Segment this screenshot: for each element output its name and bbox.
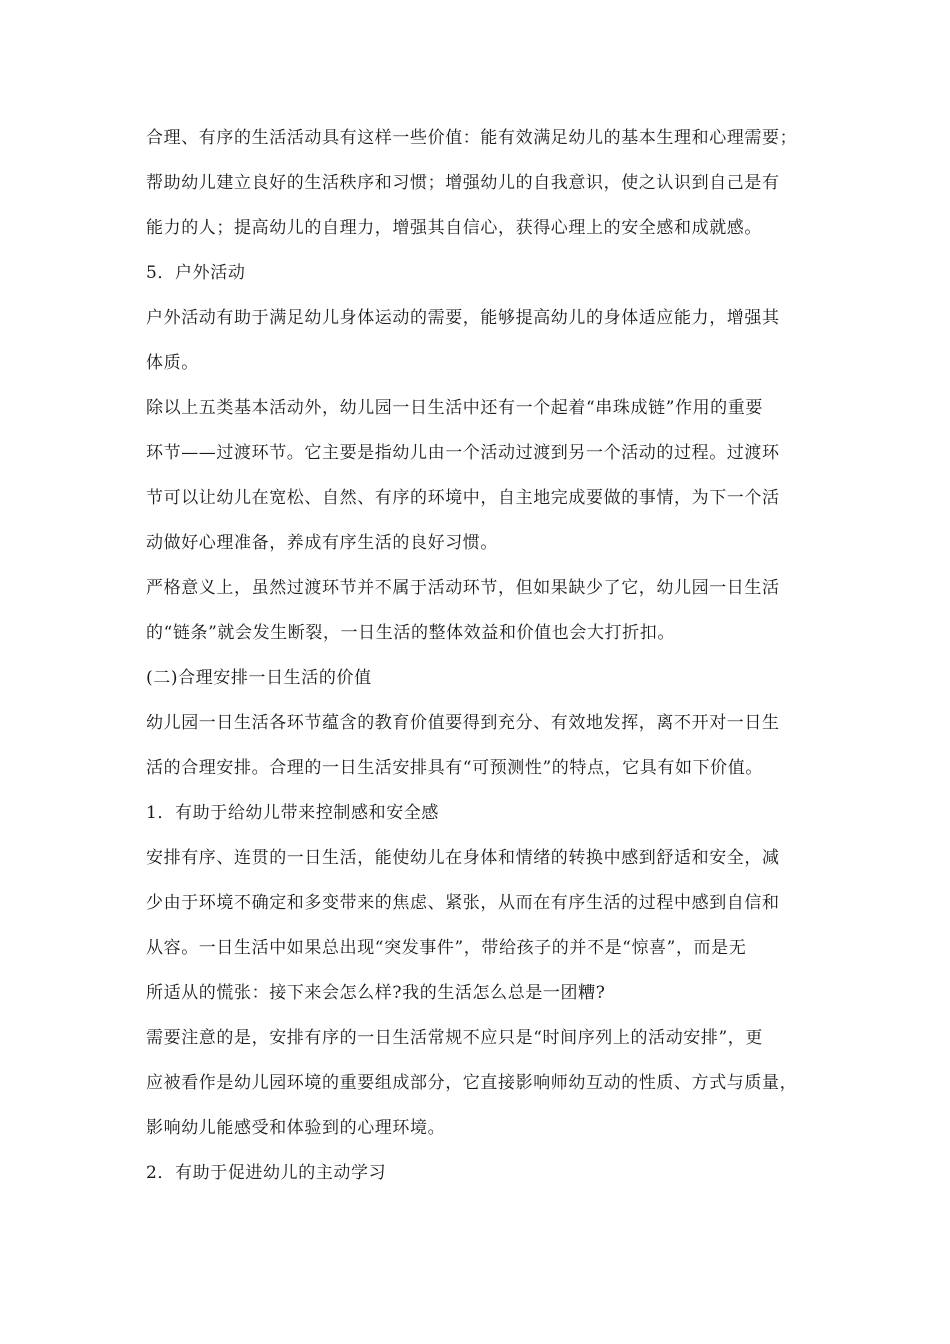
paragraph-line: 体质。 <box>146 353 199 373</box>
paragraph-line: 需要注意的是，安排有序的一日生活常规不应只是“时间序列上的活动安排”，更 <box>146 1028 763 1048</box>
paragraph-line: 严格意义上，虽然过渡环节并不属于活动环节，但如果缺少了它，幼儿园一日生活 <box>146 578 780 598</box>
paragraph-line: 合理、有序的生活活动具有这样一些价值：能有效满足幼儿的基本生理和心理需要； <box>146 128 798 148</box>
paragraph-line: 帮助幼儿建立良好的生活秩序和习惯；增强幼儿的自我意识，使之认识到自己是有 <box>146 173 780 193</box>
paragraph-line: 所适从的慌张：接下来会怎么样?我的生活怎么总是一团糟? <box>146 983 606 1003</box>
paragraph-line: 除以上五类基本活动外，幼儿园一日生活中还有一个起着“串珠成链”作用的重要 <box>146 398 763 418</box>
paragraph-line: 幼儿园一日生活各环节蕴含的教育价值要得到充分、有效地发挥，离不开对一日生 <box>146 713 780 733</box>
subsection-heading: 1．有助于给幼儿带来控制感和安全感 <box>146 803 440 823</box>
paragraph-line: 的“链条”就会发生断裂，一日生活的整体效益和价值也会大打折扣。 <box>146 623 675 643</box>
paragraph-line: 节可以让幼儿在宽松、自然、有序的环境中，自主地完成要做的事情，为下一个活 <box>146 488 780 508</box>
paragraph-line: 能力的人；提高幼儿的自理力，增强其自信心，获得心理上的安全感和成就感。 <box>146 218 762 238</box>
section-heading: (二)合理安排一日生活的价值 <box>146 668 372 688</box>
section-heading: 5．户外活动 <box>146 263 246 283</box>
paragraph-line: 从容。一日生活中如果总出现“突发事件”，带给孩子的并不是“惊喜”，而是无 <box>146 938 747 958</box>
paragraph-line: 安排有序、连贯的一日生活，能使幼儿在身体和情绪的转换中感到舒适和安全，减 <box>146 848 780 868</box>
paragraph-line: 影响幼儿能感受和体验到的心理环境。 <box>146 1118 446 1138</box>
paragraph-line: 户外活动有助于满足幼儿身体运动的需要，能够提高幼儿的身体适应能力，增强其 <box>146 308 780 328</box>
subsection-heading: 2．有助于促进幼儿的主动学习 <box>146 1163 387 1183</box>
paragraph-line: 活的合理安排。合理的一日生活安排具有“可预测性”的特点，它具有如下价值。 <box>146 758 763 778</box>
paragraph-line: 动做好心理准备，养成有序生活的良好习惯。 <box>146 533 498 553</box>
paragraph-line: 应被看作是幼儿园环境的重要组成部分，它直接影响师幼互动的性质、方式与质量， <box>146 1073 798 1093</box>
paragraph-line: 环节——过渡环节。它主要是指幼儿由一个活动过渡到另一个活动的过程。过渡环 <box>146 443 780 463</box>
paragraph-line: 少由于环境不确定和多变带来的焦虑、紧张，从而在有序生活的过程中感到自信和 <box>146 893 780 913</box>
